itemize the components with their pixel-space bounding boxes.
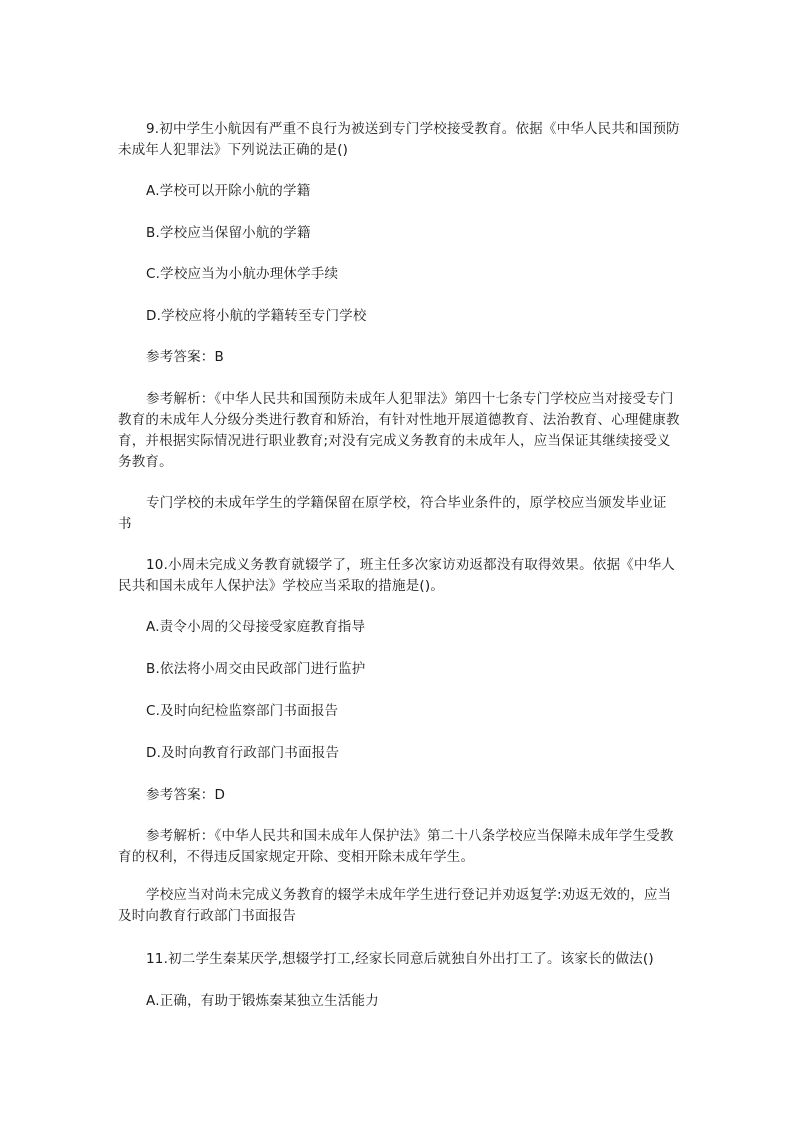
question-9-option-c: C.学校应当为小航办理休学手续: [146, 266, 339, 282]
question-11-option-a: A.正确，有助于锻炼秦某独立生活能力: [146, 993, 379, 1009]
question-10-option-a: A.责令小周的父母接受家庭教育指导: [146, 619, 366, 635]
question-10-option-d: D.及时向教育行政部门书面报告: [146, 745, 340, 761]
question-10: 10.小周未完成义务教育就辍学了，班主任多次家访劝返都没有取得效果。依据《中华人民共和国未成年人保护法》学校应当采取的措施是()。: [118, 557, 675, 594]
question-10-answer: 参考答案：D: [146, 787, 226, 803]
question-9-option-d: D.学校应将小航的学籍转至专门学校: [146, 308, 367, 324]
question-10-option-b: B.依法将小周交由民政部门进行监护: [146, 661, 366, 677]
question-9-explanation: 参考解析：《中华人民共和国预防未成年人犯罪法》第四十七条专门学校应当对接受专门教育的未成年人分级分类进行教育和矫治，有针对性地开展道德教育、法治教育、心理健康教育，并根据实际情况进行职业教育;对没有完成义务教育的未成年人，应当保证其继续接受义务教育。: [118, 391, 680, 470]
question-10-explanation: 参考解析：《中华人民共和国未成年人保护法》第二十八条学校应当保障未成年学生受教育的权利，不得违反国家规定开除、变相开除未成年学生。: [118, 828, 674, 865]
question-9-explanation-note: 专门学校的未成年学生的学籍保留在原学校，符合毕业条件的，原学校应当颁发毕业证书: [118, 495, 667, 532]
question-9-option-a: A.学校可以开除小航的学籍: [146, 183, 311, 199]
question-10-option-c: C.及时向纪检监察部门书面报告: [146, 703, 339, 719]
question-9-option-b: B.学校应当保留小航的学籍: [146, 225, 311, 241]
question-11: 11.初二学生秦某厌学,想辍学打工,经家长同意后就独自外出打工了。该家长的做法(): [146, 951, 654, 967]
question-10-explanation-note: 学校应当对尚未完成义务教育的辍学未成年学生进行登记并劝返复学:劝返无效的，应当及时向教育行政部门书面报告: [118, 887, 672, 924]
question-9-answer: 参考答案：B: [146, 349, 224, 365]
question-9: 9.初中学生小航因有严重不良行为被送到专门学校接受教育。依据《中华人民共和国预防未成年人犯罪法》下列说法正确的是(): [118, 121, 680, 158]
